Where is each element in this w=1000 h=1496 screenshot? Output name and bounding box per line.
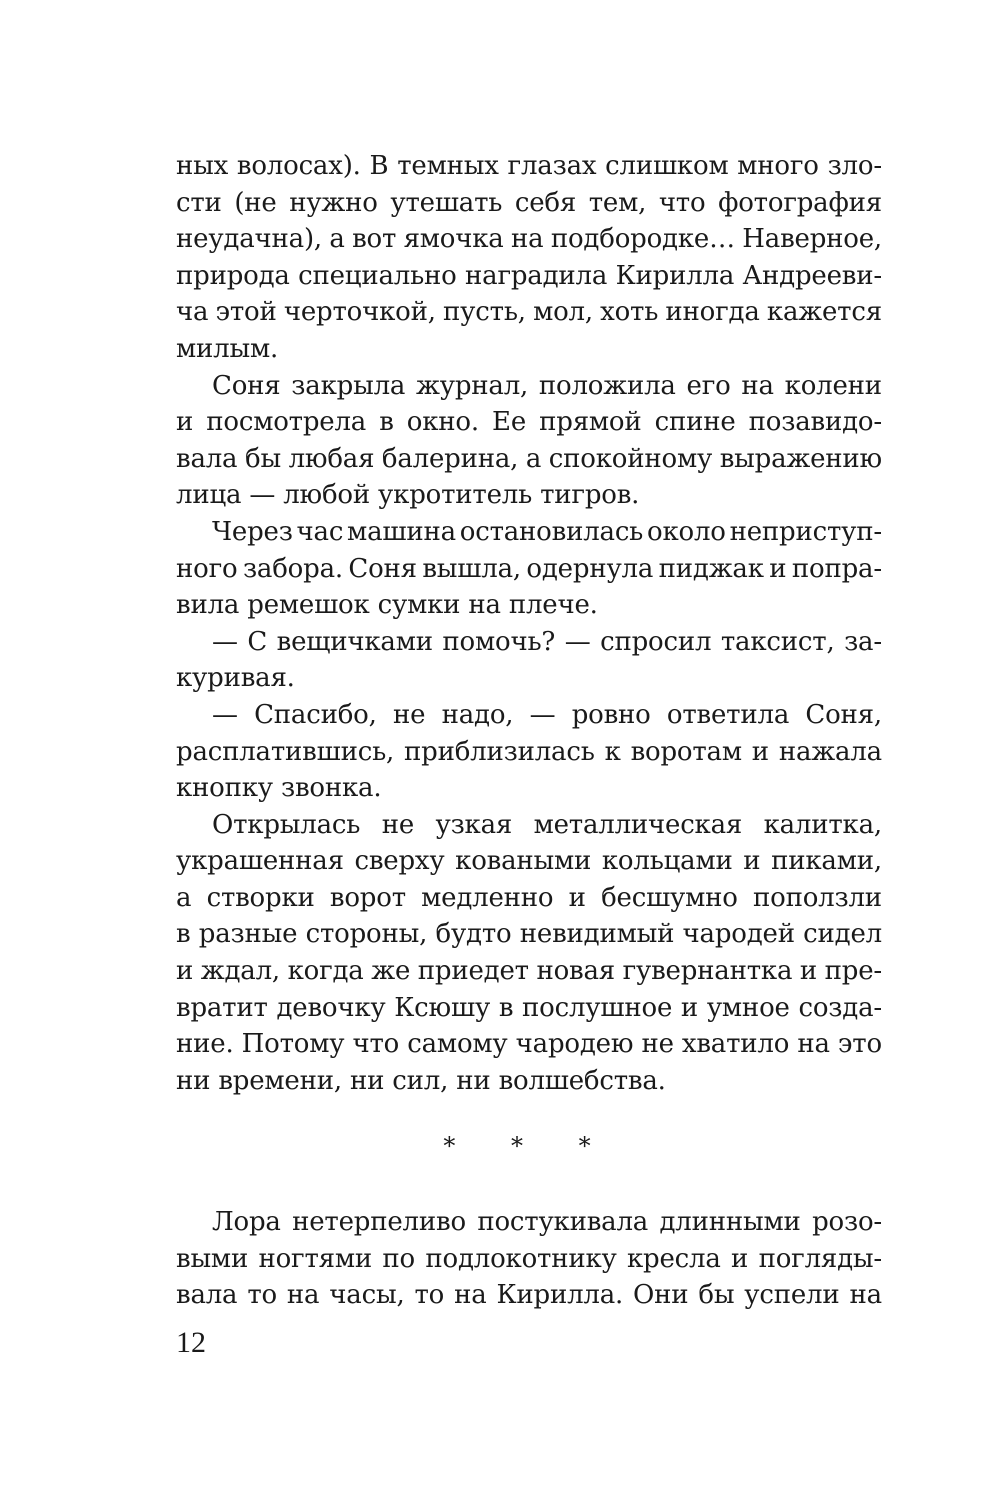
- paragraph-start: Лора нетерпеливо постукивала длинными розо-: [212, 1207, 882, 1237]
- dialogue-line: — Спасибо, не надо, — ровно ответила Соня,: [212, 699, 882, 730]
- text-line: вала то на часы, то на Кирилла. Они бы успели на: [176, 1280, 882, 1311]
- text-line: украшенная сверху коваными кольцами и пиками,: [176, 846, 882, 877]
- text-line: вала бы любая балерина, а спокойному выражению: [176, 443, 882, 474]
- page-number: 12: [176, 1326, 206, 1359]
- text-line: выми ногтями по подлокотнику кресла и погляды-: [176, 1243, 882, 1274]
- text-line: милым.: [176, 333, 279, 364]
- text-line: лица — любой укротитель тигров.: [176, 480, 640, 511]
- section-separator: * * *: [443, 1132, 615, 1160]
- text-line: расплатившись, приблизилась к воротам и нажала: [176, 736, 882, 767]
- paragraph-start: Соня закрыла журнал, положила его на колени: [212, 370, 882, 401]
- main-text: [176, 148, 882, 1099]
- text-line: неудачна), а вот ямочка на подбородке… Наверное,: [176, 224, 882, 255]
- text-line: вратит девочку Ксюшу в послушное и умное созда-: [176, 992, 882, 1023]
- text-line: а створки ворот медленно и бесшумно поползли: [176, 882, 882, 913]
- text-line: сти (не нужно утешать себя тем, что фотография: [176, 187, 882, 218]
- text-line: куривая.: [176, 663, 295, 694]
- text-line: в разные стороны, будто невидимый чародей сидел: [176, 919, 882, 950]
- text-line: ных волосах). В темных глазах слишком много зло-: [176, 151, 882, 181]
- text-line: вила ремешок сумки на плече.: [176, 590, 598, 621]
- dialogue-line: — С вещичками помочь? — спросил таксист, за-: [212, 626, 882, 657]
- text-line: кнопку звонка.: [176, 773, 382, 804]
- text-line: природа специально наградила Кирилла Андрееви-: [176, 260, 882, 291]
- text-line: ча этой черточкой, пусть, мол, хоть иногда кажется: [176, 297, 882, 328]
- paragraph-start: Через час машина остановилась около неприступ-: [212, 516, 882, 547]
- next-section-text: [176, 1204, 882, 1314]
- text-line: и ждал, когда же приедет новая гувернантка и пре-: [176, 956, 882, 987]
- text-line: ного забора. Соня вышла, одернула пиджак и попра-: [176, 553, 882, 584]
- text-line: ни времени, ни сил, ни волшебства.: [176, 1065, 666, 1096]
- text-line: и посмотрела в окно. Ее прямой спине позавидо-: [176, 407, 882, 438]
- text-line: ние. Потому что самому чародею не хватило на это: [176, 1029, 882, 1060]
- paragraph-start: Открылась не узкая металлическая калитка,: [212, 809, 882, 840]
